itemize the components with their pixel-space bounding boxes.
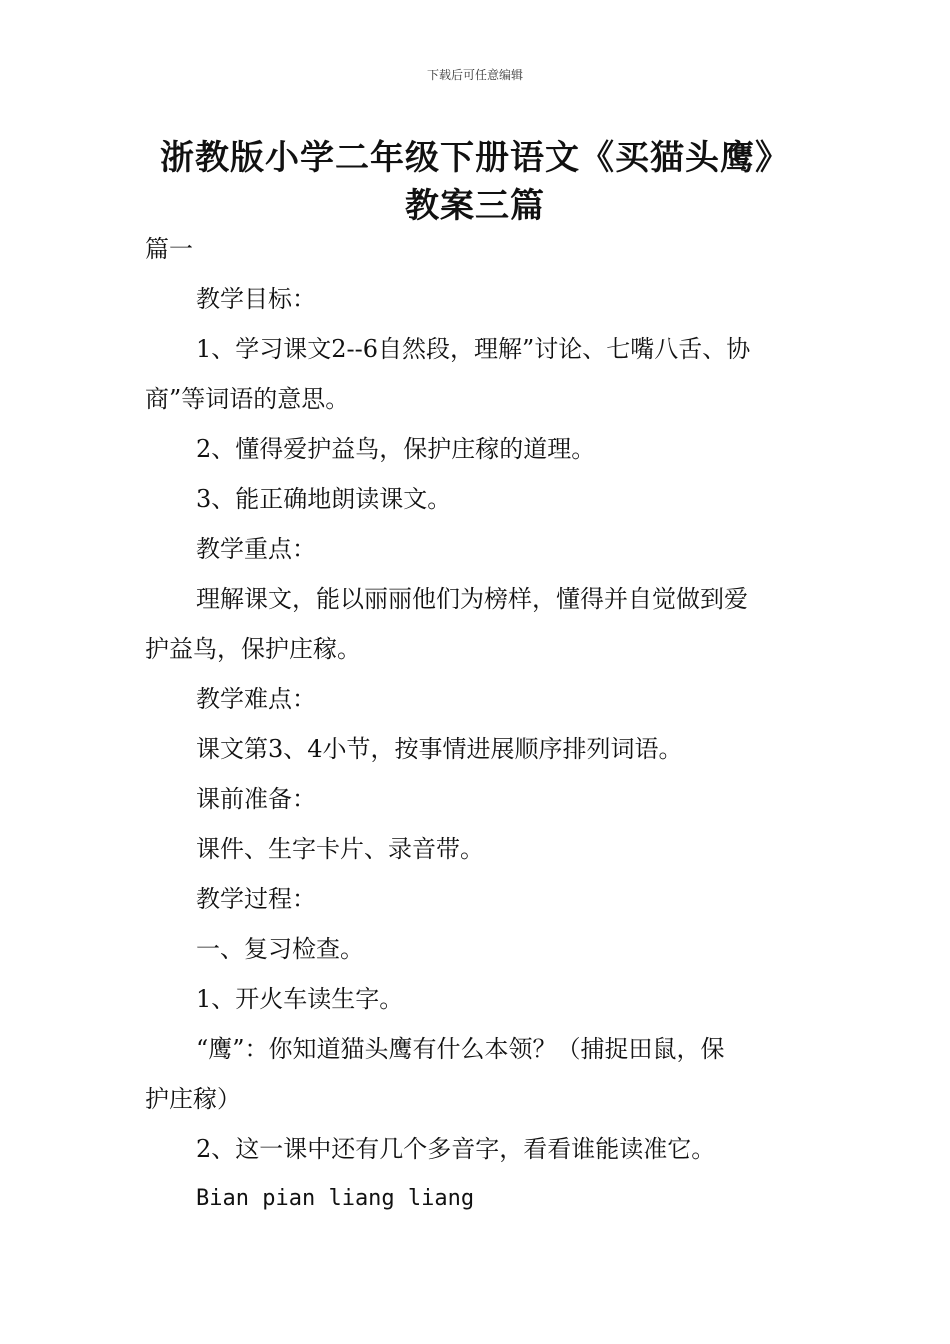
- paragraph-line: 理解课文，能以丽丽他们为榜样，懂得并自觉做到爱: [196, 585, 748, 613]
- paragraph-line: 1、学习课文2--6自然段，理解”讨论、七嘴八舌、协: [196, 335, 751, 363]
- paragraph-line: 2、这一课中还有几个多音字，看看谁能读准它。: [196, 1135, 716, 1163]
- paragraph-line: 3、能正确地朗读课文。: [196, 485, 452, 513]
- subheading-process: 教学过程：: [196, 885, 316, 913]
- header-note: 下载后可任意编辑: [426, 68, 523, 82]
- subheading-difficulties: 教学难点：: [196, 685, 316, 713]
- section-heading: 篇一: [145, 235, 193, 263]
- paragraph-line: 商”等词语的意思。: [145, 385, 350, 413]
- paragraph-line: “鹰”：你知道猫头鹰有什么本领？（捕捉田鼠，保: [196, 1035, 725, 1063]
- paragraph-line: 2、懂得爱护益鸟，保护庄稼的道理。: [196, 435, 596, 463]
- paragraph-line: 课文第3、4小节，按事情进展顺序排列词语。: [196, 735, 683, 763]
- subheading-preparation: 课前准备：: [196, 785, 316, 813]
- paragraph-line: 课件、生字卡片、录音带。: [196, 835, 484, 863]
- paragraph-line: 一、复习检查。: [196, 935, 364, 963]
- document-title-line-2: 教案三篇: [405, 186, 545, 226]
- subheading-objectives: 教学目标：: [196, 285, 316, 313]
- paragraph-line: 护庄稼）: [145, 1085, 241, 1113]
- document-title-line-1: 浙教版小学二年级下册语文《买猫头鹰》: [160, 138, 790, 178]
- paragraph-line: 1、开火车读生字。: [196, 985, 404, 1013]
- paragraph-line: 护益鸟，保护庄稼。: [145, 635, 361, 663]
- pinyin-line: Bian pian liang liang: [196, 1186, 475, 1211]
- subheading-key-points: 教学重点：: [196, 535, 316, 563]
